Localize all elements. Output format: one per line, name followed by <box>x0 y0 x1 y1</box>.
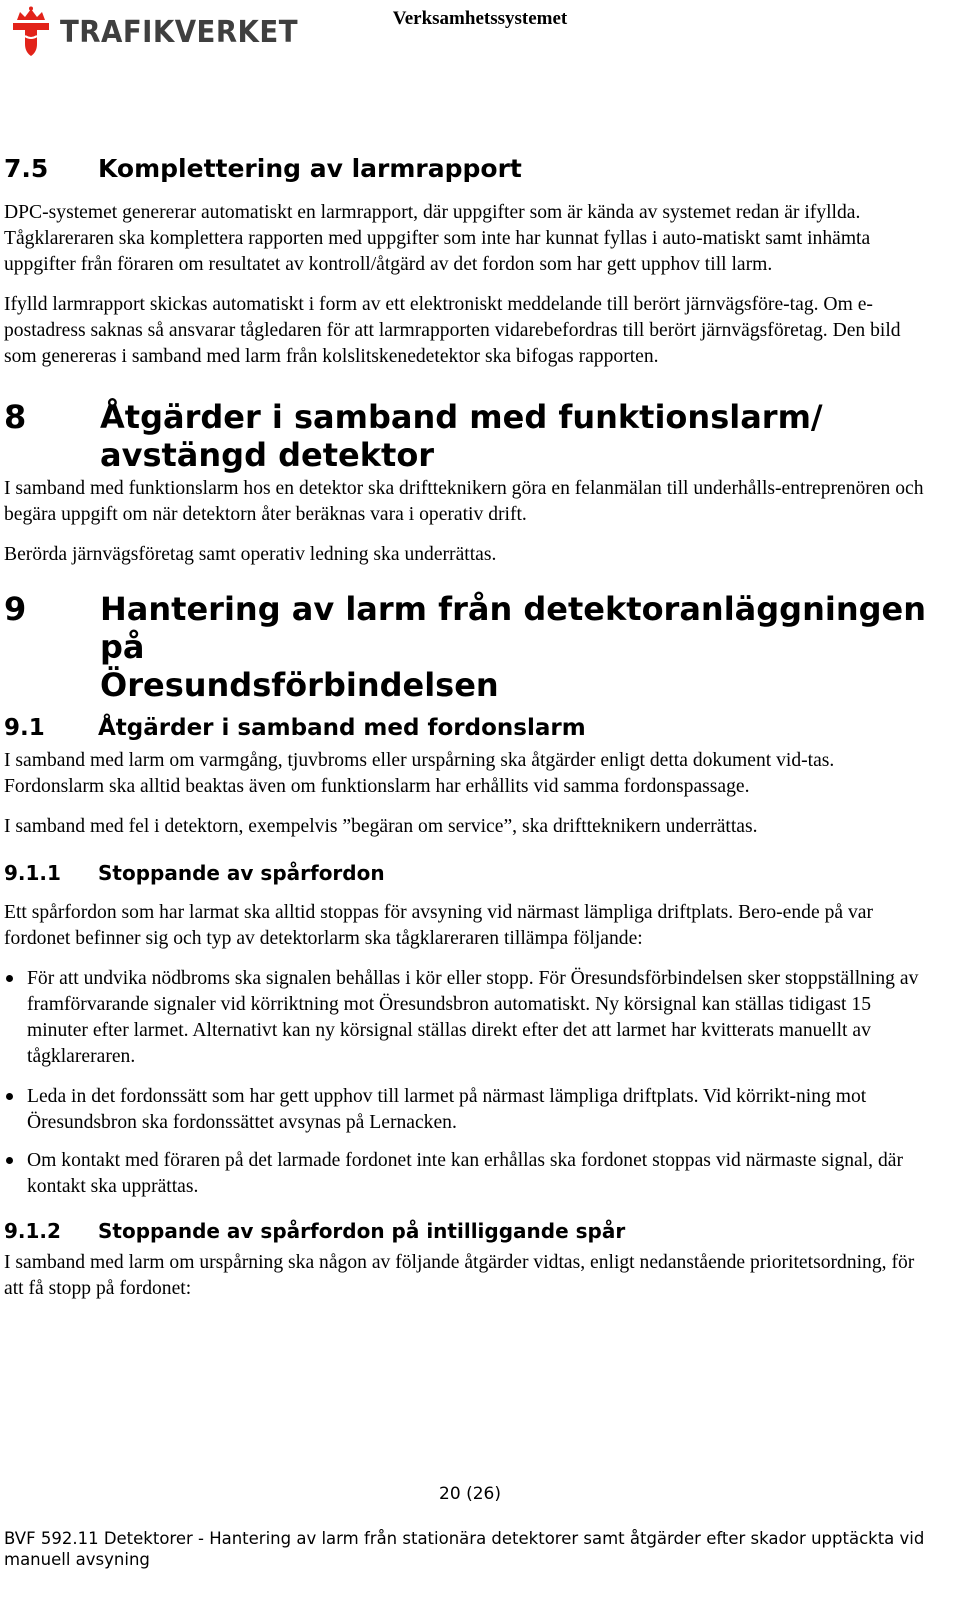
heading-number: 9.1 <box>4 715 45 741</box>
paragraph: Ett spårfordon som har larmat ska alltid stoppas för avsyning vid närmast lämpliga driftplats. Bero-ende på var fordonet befinner sig och typ av detektorlarm ska tågklareraren tillämpa följande: <box>4 902 873 949</box>
heading-9-1-2 <box>4 1216 936 1246</box>
paragraph: I samband med larm om urspårning ska någon av följande åtgärder vidtas, enligt nedanstående prioritetsordning, för att få stopp på fordonet: <box>4 1252 915 1299</box>
bullet-icon <box>6 1093 13 1100</box>
heading-number: 9 <box>4 590 27 628</box>
heading-line: avstängd detektor <box>100 436 435 474</box>
header-title: Verksamhetssystemet <box>392 8 568 29</box>
page-number: 20 (26) <box>439 1484 501 1504</box>
list-item <box>4 966 936 1070</box>
paragraph: DPC-systemet genererar automatiskt en larmrapport, där uppgifter som är kända av systemet redan är ifyllda. Tågklareraren ska komplettera rapporten med uppgifter som inte har kunnat fyllas i auto-matiskt samt inhämta uppgifter från föraren om resultatet av kontroll/åtgärd av det fordon som har gett upphov till larm. <box>4 202 871 275</box>
heading-line: Åtgärder i samband med funktionslarm/ <box>100 398 823 436</box>
heading-text <box>92 590 936 704</box>
list-item-text: För att undvika nödbroms ska signalen behållas i kör eller stopp. För Öresundsförbindelsen sker stoppställning av framförvarande signaler vid körriktning mot Öresundsbron automatiskt. Ny körsignal kan ställas tidigast 15 minuter efter larmet. Alternativt kan ny körsignal ställas direkt efter det att larmet har kvitterats manuellt av tågklareraren. <box>27 968 919 1067</box>
list-item <box>4 1148 936 1200</box>
paragraph: Ifylld larmrapport skickas automatiskt i form av ett elektroniskt meddelande till berört järnvägsföre-tag. Om e-postadress saknas så ansvarar tågledaren för att larmrapporten vidarebefordras till berört järnvägsföretag. Den bild som genereras i samband med larm från kolslitskenedetektor ska bifogas rapporten. <box>4 294 901 367</box>
heading-text <box>92 398 823 474</box>
heading-text: Åtgärder i samband med fordonslarm <box>98 715 586 741</box>
bullet-icon <box>6 1157 13 1164</box>
paragraph: I samband med funktionslarm hos en detektor ska driftteknikern göra en felanmälan till underhålls-entreprenören och begära uppgift om när detektorn åter beräknas vara i operativ drift. <box>4 478 924 525</box>
heading-text: Stoppande av spårfordon <box>98 861 385 885</box>
list-item <box>4 1084 936 1136</box>
paragraph: I samband med larm om varmgång, tjuvbroms eller urspårning ska åtgärder enligt detta dokument vid-tas. Fordonslarm ska alltid beaktas även om funktionslarm har erhållits vid samma fordonspassage. <box>4 750 835 797</box>
heading-7-5 <box>4 150 936 188</box>
document-footer: BVF 592.11 Detektorer - Hantering av larm från stationära detektorer samt åtgärder efter skador upptäckta vid manuell avsyning <box>4 1529 925 1569</box>
logo-wordmark: TRAFIKVERKET <box>60 14 299 50</box>
paragraph: I samband med fel i detektorn, exempelvis ”begäran om service”, ska driftteknikern underrättas. <box>4 816 758 837</box>
heading-9-1 <box>4 712 936 744</box>
heading-8 <box>4 398 936 474</box>
document-body <box>4 150 936 1302</box>
page-header <box>0 0 960 70</box>
heading-number: 7.5 <box>4 154 49 183</box>
bullet-icon <box>6 975 13 982</box>
heading-9-1-1 <box>4 858 936 888</box>
heading-text: Komplettering av larmrapport <box>98 154 522 183</box>
list-item-text: Leda in det fordonssätt som har gett upphov till larmet på närmast lämpliga driftplats. Vid körrikt-ning mot Öresundsbron ska fordonssättet avsynas på Lernacken. <box>27 1086 867 1133</box>
bullet-list <box>4 966 936 1200</box>
heading-line: Hantering av larm från detektoranläggningen på <box>100 590 926 666</box>
heading-line: Öresundsförbindelsen <box>100 666 499 704</box>
heading-9 <box>4 590 936 704</box>
heading-number: 9.1.1 <box>4 861 61 885</box>
heading-text: Stoppande av spårfordon på intilliggande spår <box>98 1219 626 1243</box>
list-item-text: Om kontakt med föraren på det larmade fordonet inte kan erhållas ska fordonet stoppas vid närmaste signal, där kontakt ska upprättas. <box>27 1150 903 1197</box>
paragraph: Berörda järnvägsföretag samt operativ ledning ska underrättas. <box>4 544 497 565</box>
heading-number: 9.1.2 <box>4 1219 61 1243</box>
heading-number: 8 <box>4 398 27 436</box>
